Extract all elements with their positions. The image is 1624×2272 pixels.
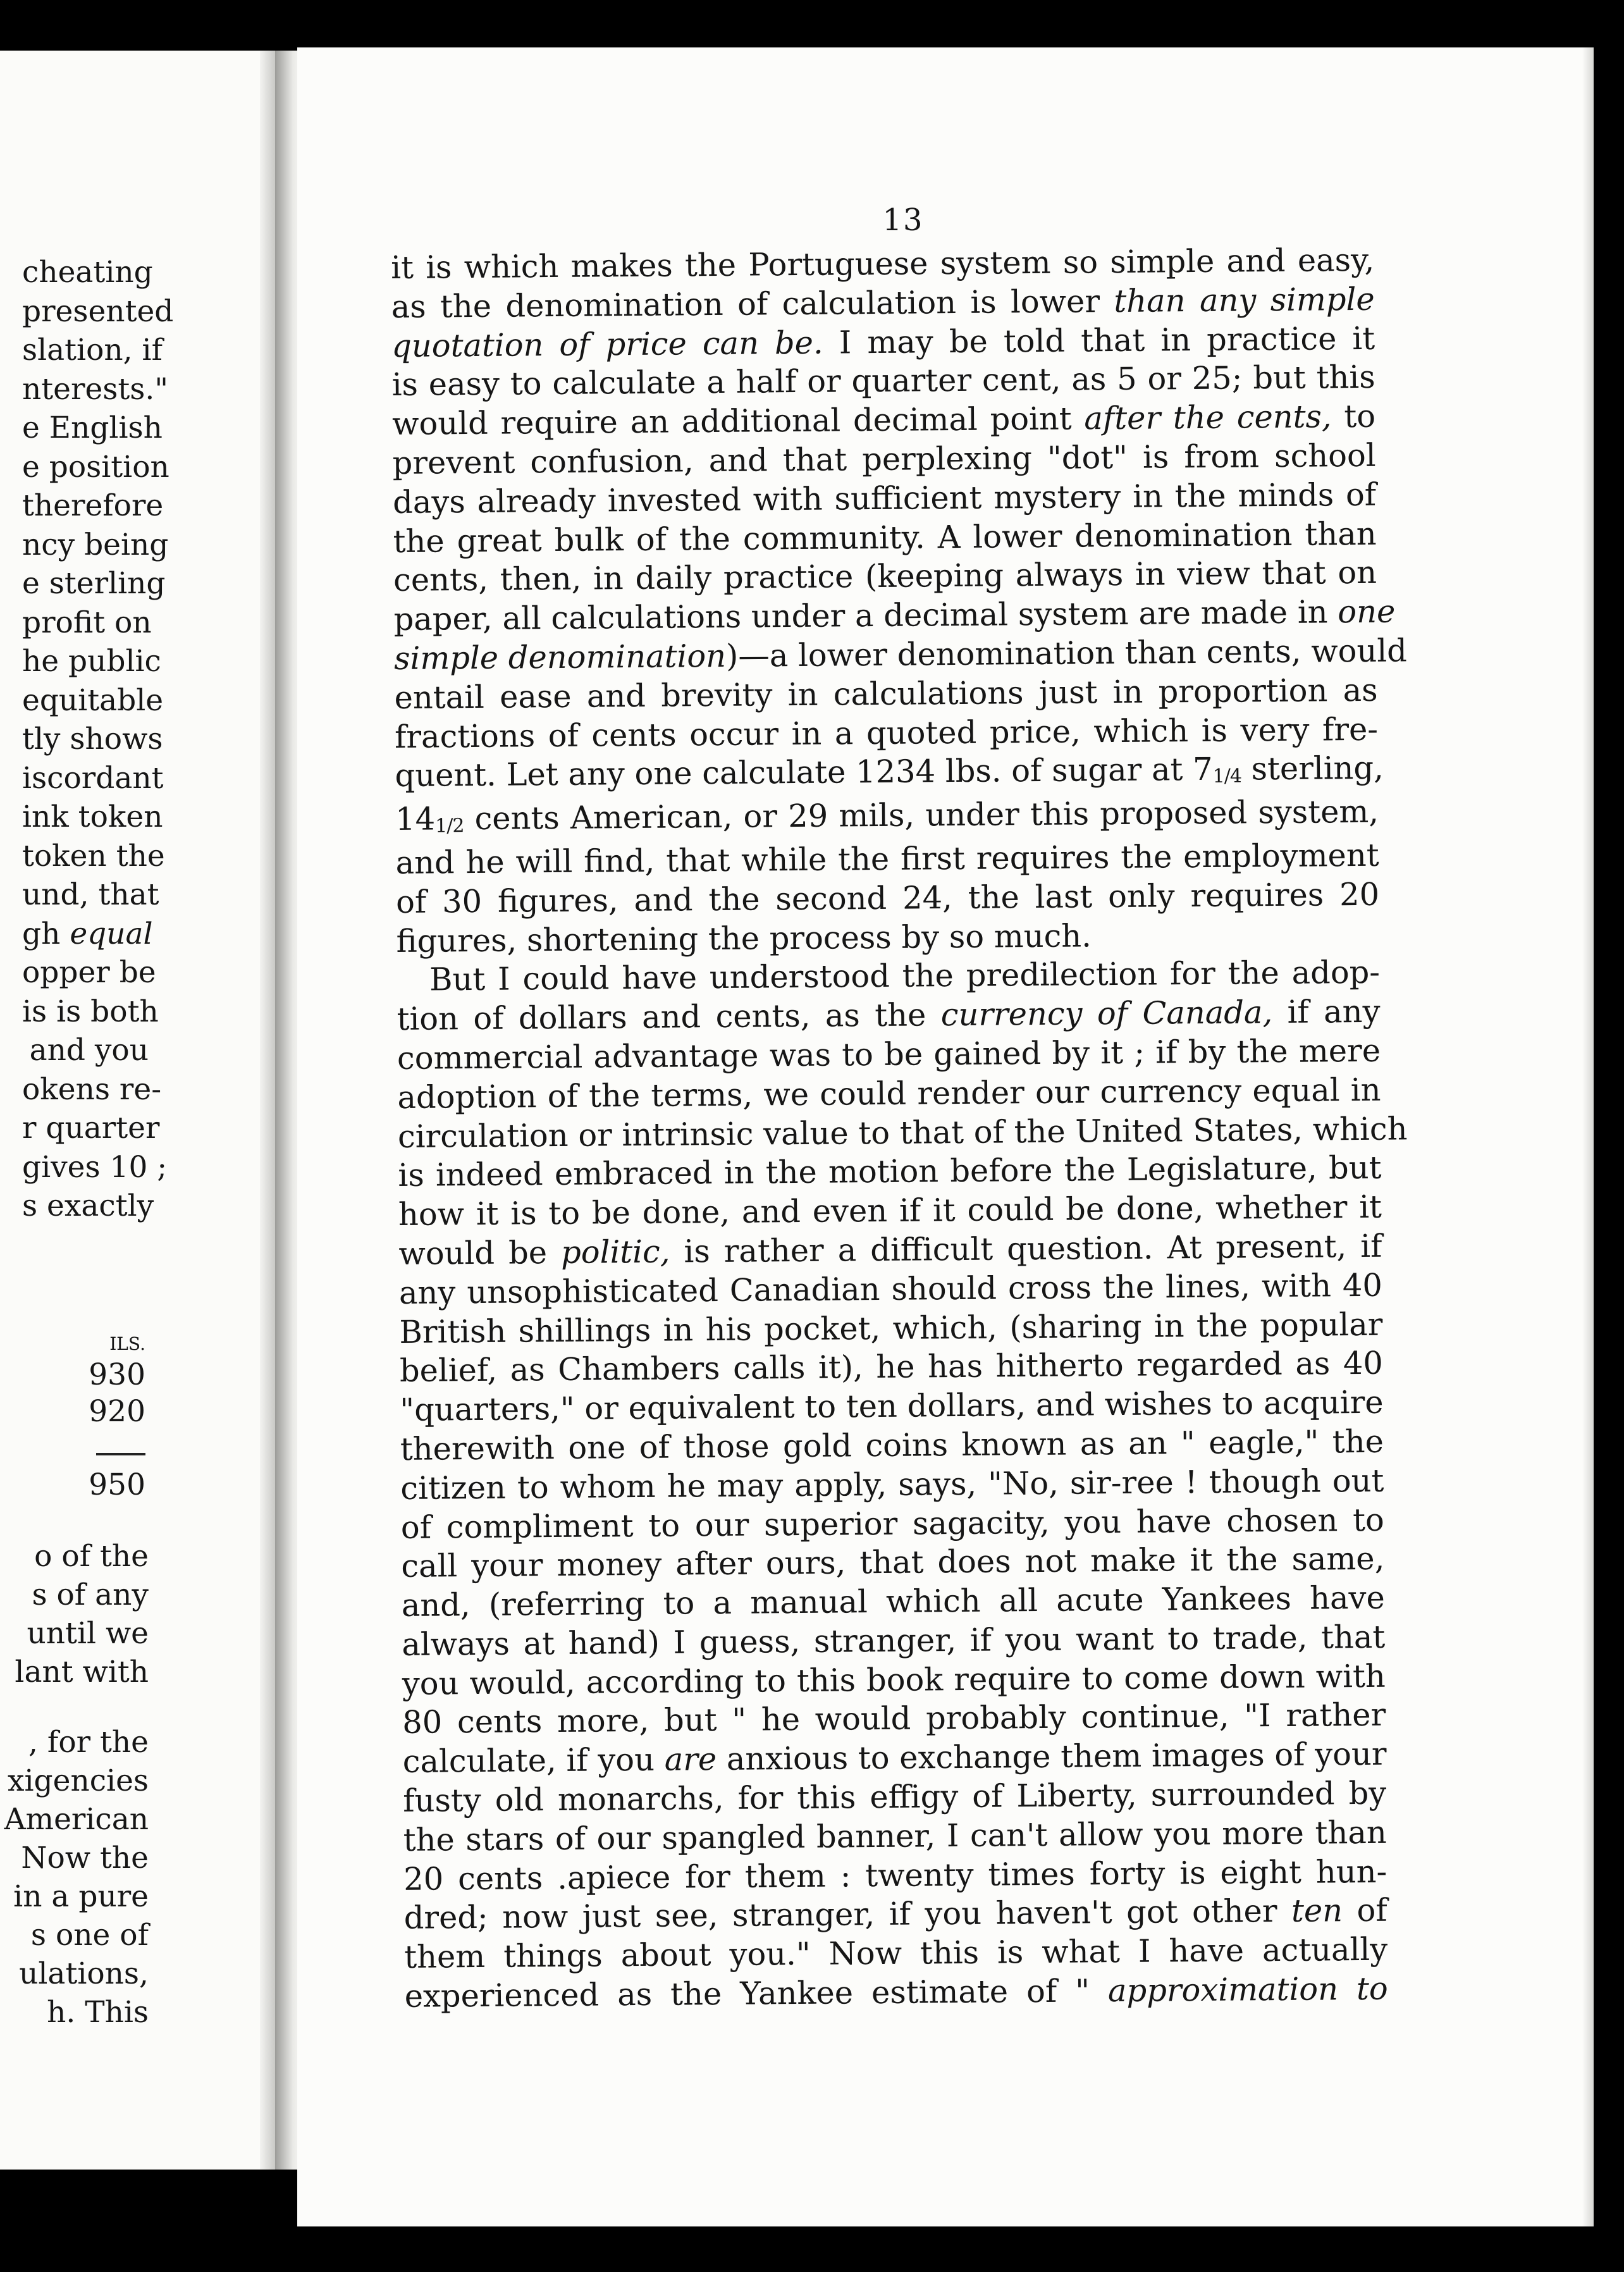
fraction-text: 1/2	[435, 815, 464, 837]
left-line: iscordant	[22, 760, 164, 796]
italic-text: approximation to	[1107, 1970, 1388, 2010]
text-line	[403, 1813, 1387, 1860]
text-line	[391, 280, 1374, 327]
left-line: equitable	[22, 682, 164, 718]
italic-text: currency of Canada,	[940, 994, 1273, 1034]
text-run: would be	[398, 1233, 562, 1272]
italic-text: ten	[1291, 1892, 1343, 1930]
text-run: of	[1342, 1892, 1387, 1929]
text-run: paper, all calculations under a decimal system are made in	[393, 593, 1338, 638]
text-run: cents, then, in daily practice (keeping always in view that on	[393, 554, 1377, 599]
text-run: call your money after ours, that does not make it the same,	[401, 1540, 1385, 1585]
text-run: always at hand) I guess, stranger, if you want to trade, that	[402, 1618, 1386, 1663]
italic-text: simple denomination	[393, 637, 727, 677]
text-line	[404, 1970, 1387, 2016]
text-line	[396, 875, 1379, 922]
text-run: adoption of the terms, we could render our currency equal in	[397, 1071, 1381, 1116]
left-line: is is both	[22, 994, 159, 1029]
text-run: to	[1331, 397, 1376, 435]
text-line	[400, 1423, 1384, 1469]
text-run: dred; now just see, stranger, if you haven't got other	[403, 1892, 1292, 1937]
italic-text: are	[664, 1741, 717, 1778]
text-run: quent. Let any one calculate 1234 lbs. of sugar at 7	[395, 751, 1213, 794]
page-number: 13	[882, 202, 924, 238]
left-line: until we	[27, 1616, 149, 1651]
text-run: the stars of our spangled banner, I can't allow you more than	[403, 1813, 1387, 1858]
text-run: fractions of cents occur in a quoted price, which is very fre-	[394, 710, 1379, 755]
text-run: calculate, if you	[402, 1741, 665, 1781]
left-line: opper be	[22, 955, 156, 990]
text-run: entail ease and brevity in calculations just in proportion as	[394, 671, 1378, 716]
left-line: e sterling	[22, 566, 166, 601]
text-run: you would, according to this book require to come down with	[402, 1657, 1386, 1702]
left-table-value: 920	[89, 1394, 145, 1429]
left-line-with-italic	[22, 915, 153, 954]
text-run: But I could have understood the predilection for the adop-	[429, 954, 1381, 998]
left-line: o of the	[34, 1539, 149, 1574]
right-page-edge	[1582, 47, 1594, 2226]
italic-text: one	[1338, 593, 1396, 631]
text-run: them things about you." Now this is what I have actually	[403, 1930, 1388, 1976]
left-line: s exactly	[22, 1188, 154, 1223]
text-run: of 30 figures, and the second 24, the last only requires 20	[395, 875, 1380, 920]
text-line	[394, 671, 1377, 718]
left-line: slation, if	[22, 333, 163, 367]
text-run: experienced as the Yankee estimate of "	[404, 1972, 1109, 2015]
left-line-fragment: gh	[22, 916, 61, 951]
italic-text: than any simple	[1114, 280, 1375, 319]
left-line: token the	[22, 838, 165, 874]
fraction-text: 1/4	[1212, 765, 1242, 788]
text-run: 80 cents more, but " he would probably continue, "I rather	[402, 1696, 1386, 1741]
text-run: if any	[1272, 992, 1381, 1031]
left-line: r quarter	[22, 1111, 160, 1145]
body-text	[391, 241, 1408, 2016]
text-run: of compliment to our superior sagacity, you have chosen to	[400, 1501, 1385, 1546]
left-line: ink token	[22, 800, 163, 834]
left-line: gives 10 ;	[22, 1149, 168, 1185]
left-line: nterests."	[22, 371, 168, 407]
left-line: ncy being	[22, 527, 169, 562]
left-line: ulations,	[19, 1956, 149, 1991]
left-line: s one of	[30, 1918, 149, 1953]
left-line: tly shows	[22, 722, 163, 756]
left-line: in a pure	[13, 1879, 149, 1914]
text-run: fusty old monarchs, for this effigy of Liberty, surrounded by	[403, 1774, 1387, 1820]
text-line	[397, 1070, 1381, 1117]
left-line: s of any	[32, 1577, 149, 1612]
text-line	[395, 793, 1379, 844]
left-page-text-top	[22, 253, 174, 1226]
text-run: anxious to exchange them images of your	[716, 1735, 1387, 1778]
left-table-head: ILS.	[109, 1333, 145, 1354]
text-run: commercial advantage was to be gained by it ; if by the mere	[397, 1032, 1381, 1077]
left-line: presented	[22, 293, 174, 329]
text-run: sterling,	[1241, 750, 1384, 787]
text-run: any unsophisticated Canadian should cross the lines, with 40	[398, 1266, 1383, 1311]
left-line: profit on	[22, 605, 152, 640]
text-run: cents American, or 29 mils, under this proposed system,	[464, 793, 1379, 837]
left-table-value: 930	[89, 1357, 145, 1392]
text-run: days already invested with sufficient mystery in the minds of	[392, 476, 1377, 521]
text-run: is indeed embraced in the motion before the Legislature, but	[398, 1149, 1382, 1194]
left-line: , for the	[28, 1725, 149, 1760]
text-run: belief, as Chambers calls it), he has hitherto regarded as 40	[399, 1345, 1384, 1390]
text-run: as the denomination of calculation is lower	[391, 282, 1114, 325]
text-run: and he will find, that while the first requires the employment	[395, 836, 1379, 881]
book-gutter	[275, 51, 300, 2170]
left-line: therefore	[22, 488, 164, 523]
text-run: British shillings in his pocket, which, (sharing in the popular	[399, 1306, 1383, 1350]
text-line	[393, 476, 1376, 522]
left-table-total: 950	[89, 1467, 145, 1502]
text-run: figures, shortening the process by so much.	[396, 917, 1092, 960]
left-line: Now the	[21, 1841, 149, 1875]
text-run: it is which makes the Portuguese system so simple and easy,	[391, 241, 1375, 286]
text-run: I may be told that in practice it	[823, 319, 1375, 361]
text-run: the great bulk of the community. A lower denomination than	[393, 515, 1377, 560]
left-line-italic: equal	[70, 916, 153, 951]
text-run: tion of dollars and cents, as the	[397, 996, 941, 1038]
left-line: and you	[29, 1033, 149, 1068]
left-page-text-bottom	[3, 1537, 149, 2032]
text-line	[400, 1461, 1384, 1508]
italic-text: quotation of price can be.	[391, 324, 823, 364]
text-run: is rather a difficult question. At present, if	[670, 1227, 1382, 1270]
left-line: he public	[22, 644, 161, 679]
left-line: cheating	[22, 255, 153, 290]
text-run: how it is to be done, and even if it could be done, whether it	[398, 1188, 1382, 1233]
text-run: prevent confusion, and that perplexing "dot" is from school	[392, 436, 1376, 481]
text-run: 14	[395, 800, 436, 838]
left-line: e position	[22, 449, 169, 485]
text-run: )—a lower denomination than cents, would	[725, 632, 1408, 674]
text-run: citizen to whom he may apply, says, "No, sir-ree ! though out	[400, 1462, 1384, 1507]
left-line: h. This	[47, 1995, 149, 2030]
left-table-rule	[96, 1453, 145, 1455]
text-run: circulation or intrinsic value to that of the United States, which	[397, 1109, 1408, 1155]
text-line	[399, 1266, 1382, 1312]
left-line: American	[4, 1802, 149, 1837]
left-line: okens re-	[22, 1071, 162, 1107]
text-run: 20 cents .apiece for them : twenty times forty is eight hun-	[403, 1853, 1387, 1898]
left-page-fold-shadow	[260, 51, 275, 2170]
italic-text: politic,	[560, 1233, 670, 1271]
left-line: xigencies	[8, 1763, 149, 1798]
text-run: is easy to calculate a half or quarter cent, as 5 or 25; but this	[391, 359, 1375, 404]
left-line: und, that	[22, 877, 159, 912]
left-line: e English	[22, 411, 163, 445]
text-line	[402, 1618, 1385, 1665]
text-run: therewith one of those gold coins known as an " eagle," the	[400, 1423, 1384, 1467]
left-page	[0, 51, 275, 2170]
text-line	[395, 749, 1384, 800]
text-run: and, (referring to a manual which all acute Yankees have	[401, 1579, 1386, 1624]
left-gap	[3, 1691, 149, 1723]
left-page-table	[6, 1331, 145, 1503]
left-line: lant with	[15, 1655, 149, 1689]
text-run: "quarters," or equivalent to ten dollars, and wishes to acquire	[400, 1383, 1384, 1429]
italic-text: after the cents,	[1084, 398, 1332, 437]
text-run: would require an additional decimal point	[391, 400, 1085, 443]
right-page	[297, 47, 1594, 2226]
